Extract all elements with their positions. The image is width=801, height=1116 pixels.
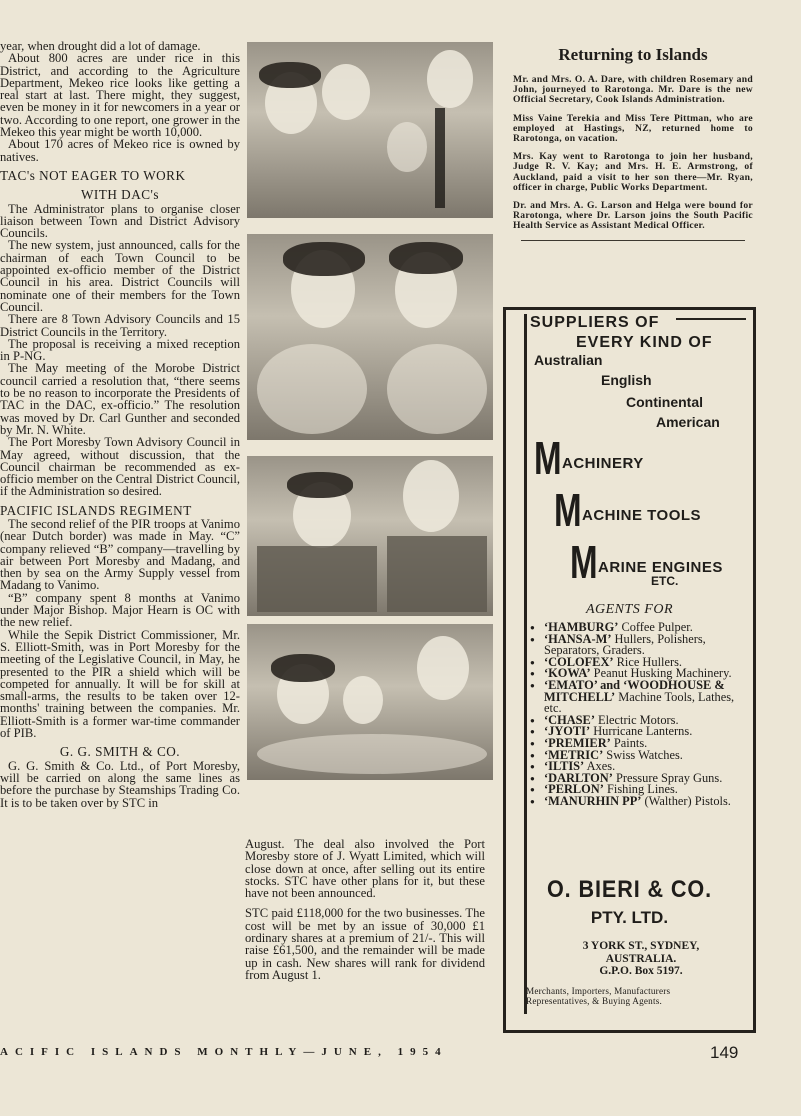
agency-brand: ‘HANSA-M’ [544,631,612,646]
agency-desc: Paints. [610,735,648,750]
ad-initial: M [534,432,562,484]
photo-women-garland [247,456,493,616]
agency-brand: ‘PREMIER’ [544,735,611,750]
article-heading: G. G. SMITH & CO. [59,744,181,760]
agency-desc: Electric Motors. [594,712,679,727]
article-paragraph: The Administrator plans to organise closer liaison between Town and District Advisory Councils. [0,201,240,241]
ad-origin-continental: Continental [626,394,703,410]
article-paragraph: About 170 acres of Mekeo rice is owned by natives. [0,137,240,164]
agency-item [528,677,746,716]
agency-brand: ‘MANURHIN PP’ [544,793,642,808]
agency-brand: ‘HAMBURG’ [544,620,619,634]
photo-family-group [247,42,493,218]
photo-group-children [247,624,493,780]
article-paragraph: About 800 acres are under rice in this District, and according to the Agriculture Department, Mekeo rice looks like getting a real start at last. There might, they suggest, even be money in it for newcomers in a year or two. According to one report, one grower in the Mekeo this year might be worth 10,000. [0,51,240,140]
article-paragraph: The proposal is receiving a mixed reception in P-NG. [0,336,240,364]
ad-initial: M [570,536,598,588]
article-paragraph: The second relief of the PIR troops at Vanimo (near Dutch border) was made in May. “C” company relieved “B” company—travelling by air between Port Moresby and Madang, and then by sea on the Army Supply vessel from Madang to Vanimo. [0,516,240,593]
ad-topline [676,318,746,320]
ad-product-rest: ARINE ENGINES [598,559,723,576]
article-paragraph: year, when drought did a lot of damage. [0,40,201,53]
article-paragraph: There are 8 Town Advisory Councils and 15 District Councils in the Territory. [0,312,240,339]
photo-column [247,42,493,780]
ad-address-2: AUSTRALIA. [605,952,677,965]
returning-item: Miss Vaine Terekia and Miss Tere Pittman, who are employed at Hastings, NZ, returned home to Rarotonga, on vacation. [513,112,753,145]
ad-footer: Merchants, Importers, Manufacturers Representatives, & Buying Agents. [526,986,671,1006]
agency-item [528,793,746,808]
ad-product-rest: ACHINERY [562,455,644,472]
returning-heading: Returning to Islands [558,45,708,64]
ad-address-1: 3 YORK ST., SYDNEY, [582,940,700,952]
agency-item [528,631,746,658]
agency-desc: Peanut Husking Machinery. [590,666,732,681]
returning-item: Mr. and Mrs. O. A. Dare, with children Rosemary and John, journeyed to Rarotonga. Mr. Dare is the new Official Secretary, Cook Islands Administration. [513,74,753,106]
divider [521,240,745,241]
agency-brand: ‘CHASE’ [544,712,595,727]
page-number: 149 [710,1043,739,1062]
agency-brand: ‘KOWA’ [544,666,591,681]
agency-desc: Fishing Lines. [603,782,678,797]
agency-brand: ‘PERLON’ [544,782,604,797]
agency-desc: Hurricane Lanterns. [590,724,693,739]
article-heading: PACIFIC ISLANDS REGIMENT [0,502,192,518]
left-column [0,40,240,809]
agency-desc: Hullers, Polishers, Separators, Graders. [544,631,706,658]
agency-brand: ‘EMATO’ and ‘WOODHOUSE & MITCHELL’ [544,677,725,704]
ad-product-machine-tools [554,484,702,536]
article-paragraph: The new system, just announced, calls for the chairman of each Town Council to be appointed ex-officio member of the District Council in his area. District Councils will nominate one of their members for the Town Council. [0,238,240,314]
agency-desc: Rice Hullers. [613,654,683,669]
ad-origin-english: English [601,372,652,388]
agency-brand: ‘JYOTI’ [544,724,591,739]
article-paragraph: August. The deal also involved the Port Moresby store of J. Wyatt Limited, which will close down at once, after selling out its entire stocks. STC have other plans for it, but these have not been announced. [245,837,485,901]
bieri-advertisement [503,307,756,1033]
article-heading: TAC's NOT EAGER TO WORK [0,167,186,183]
article-paragraph: The May meeting of the Morobe District council carried a resolution that, “there seems to be no reason to incorporate the Presidents of TAC in the DAC, ex-officio.” The resolution was moved by Dr. Carl Gunther and seconded by Mr. N. White. [0,361,240,437]
agency-desc: Machine Tools, Lathes, etc. [544,689,735,716]
ad-line2: EVERY KIND OF [576,334,713,351]
agency-brand: ‘ILTIS’ [544,759,585,774]
ad-agents-for: AGENTS FOR [585,602,674,617]
agency-brand: ‘DARLTON’ [544,770,613,785]
photo-two-women [247,234,493,440]
running-footer: ACIFIC ISLANDS MONTHLY—JUNE, 1954 [0,1046,448,1058]
ad-etc: ETC. [651,574,679,588]
article-paragraph: The Port Moresby Town Advisory Council in May agreed, without discussion, that the Council chairman be recommended as ex-officio member on the Central District Council, if the Administration so desired. [0,435,240,499]
ad-company-sub: PTY. LTD. [590,908,669,927]
ad-company-name: O. BIERI & CO. [546,876,713,903]
article-paragraph: G. G. Smith & Co. Ltd., of Port Moresby, will be carried on along the same lines as before the purchase by Steamships Trading Co. It is to be taken over by STC in [0,758,240,809]
ad-product-marine-engines [570,536,723,588]
ad-origin-australian: Australian [534,352,603,368]
ad-address [526,940,756,978]
ad-initial: M [554,484,582,536]
agency-desc: Axes. [584,759,616,774]
returning-item: Mrs. Kay went to Rarotonga to join her husband, Judge R. V. Kay; and Mrs. H. E. Armstrong, of Auckland, paid a visit to her son there—Mr. Ryan, officer in charge, Public Works Department. [513,151,753,193]
middle-column [245,838,485,989]
agency-desc: (Walther) Pistols. [641,793,731,808]
returning-item: Dr. and Mrs. A. G. Larson and Helga were bound for Rarotonga, where Dr. Larson joins the South Pacific Health Service as Assistant Medical Officer. [513,200,753,232]
article-paragraph: STC paid £118,000 for the two businesses. The cost will be met by an issue of 30,000 £1 ordinary shares at a premium of 21/-. This will raise £61,500, and the remainder will be made up in cash. New shares will rank for dividend from August 1. [245,906,485,982]
article-heading: WITH DAC's [80,187,160,203]
agency-desc: Pressure Spray Guns. [612,770,723,785]
ad-address-3: G.P.O. Box 5197. [599,965,683,977]
agency-brand: ‘COLOFEX’ [544,654,614,669]
ad-product-rest: ACHINE TOOLS [582,507,702,524]
agency-desc: Coffee Pulper. [618,620,693,634]
ad-agency-list [528,622,746,808]
ad-product-machinery [534,432,644,484]
article-paragraph: While the Sepik District Commissioner, Mr. S. Elliott-Smith, was in Port Moresby for the meeting of the Legislative Council, in May, he presented to the PIR a shield which will be competed for annually. It will be for skill at small-arms, the results to be taken over 12-months' training between the companies. Mr. Elliott-Smith is a former war-time commander of PIB. [0,627,240,741]
agency-brand: ‘METRIC’ [544,747,604,762]
returning-items [513,75,753,232]
article-paragraph: “B” company spent 8 months at Vanimo under Major Bishop. Major Hearn is OC with the new relief. [0,590,240,630]
agency-desc: Swiss Watches. [603,747,683,762]
ad-origin-american: American [656,414,720,430]
ad-line1: SUPPLIERS OF [530,314,660,331]
right-column [513,45,753,241]
